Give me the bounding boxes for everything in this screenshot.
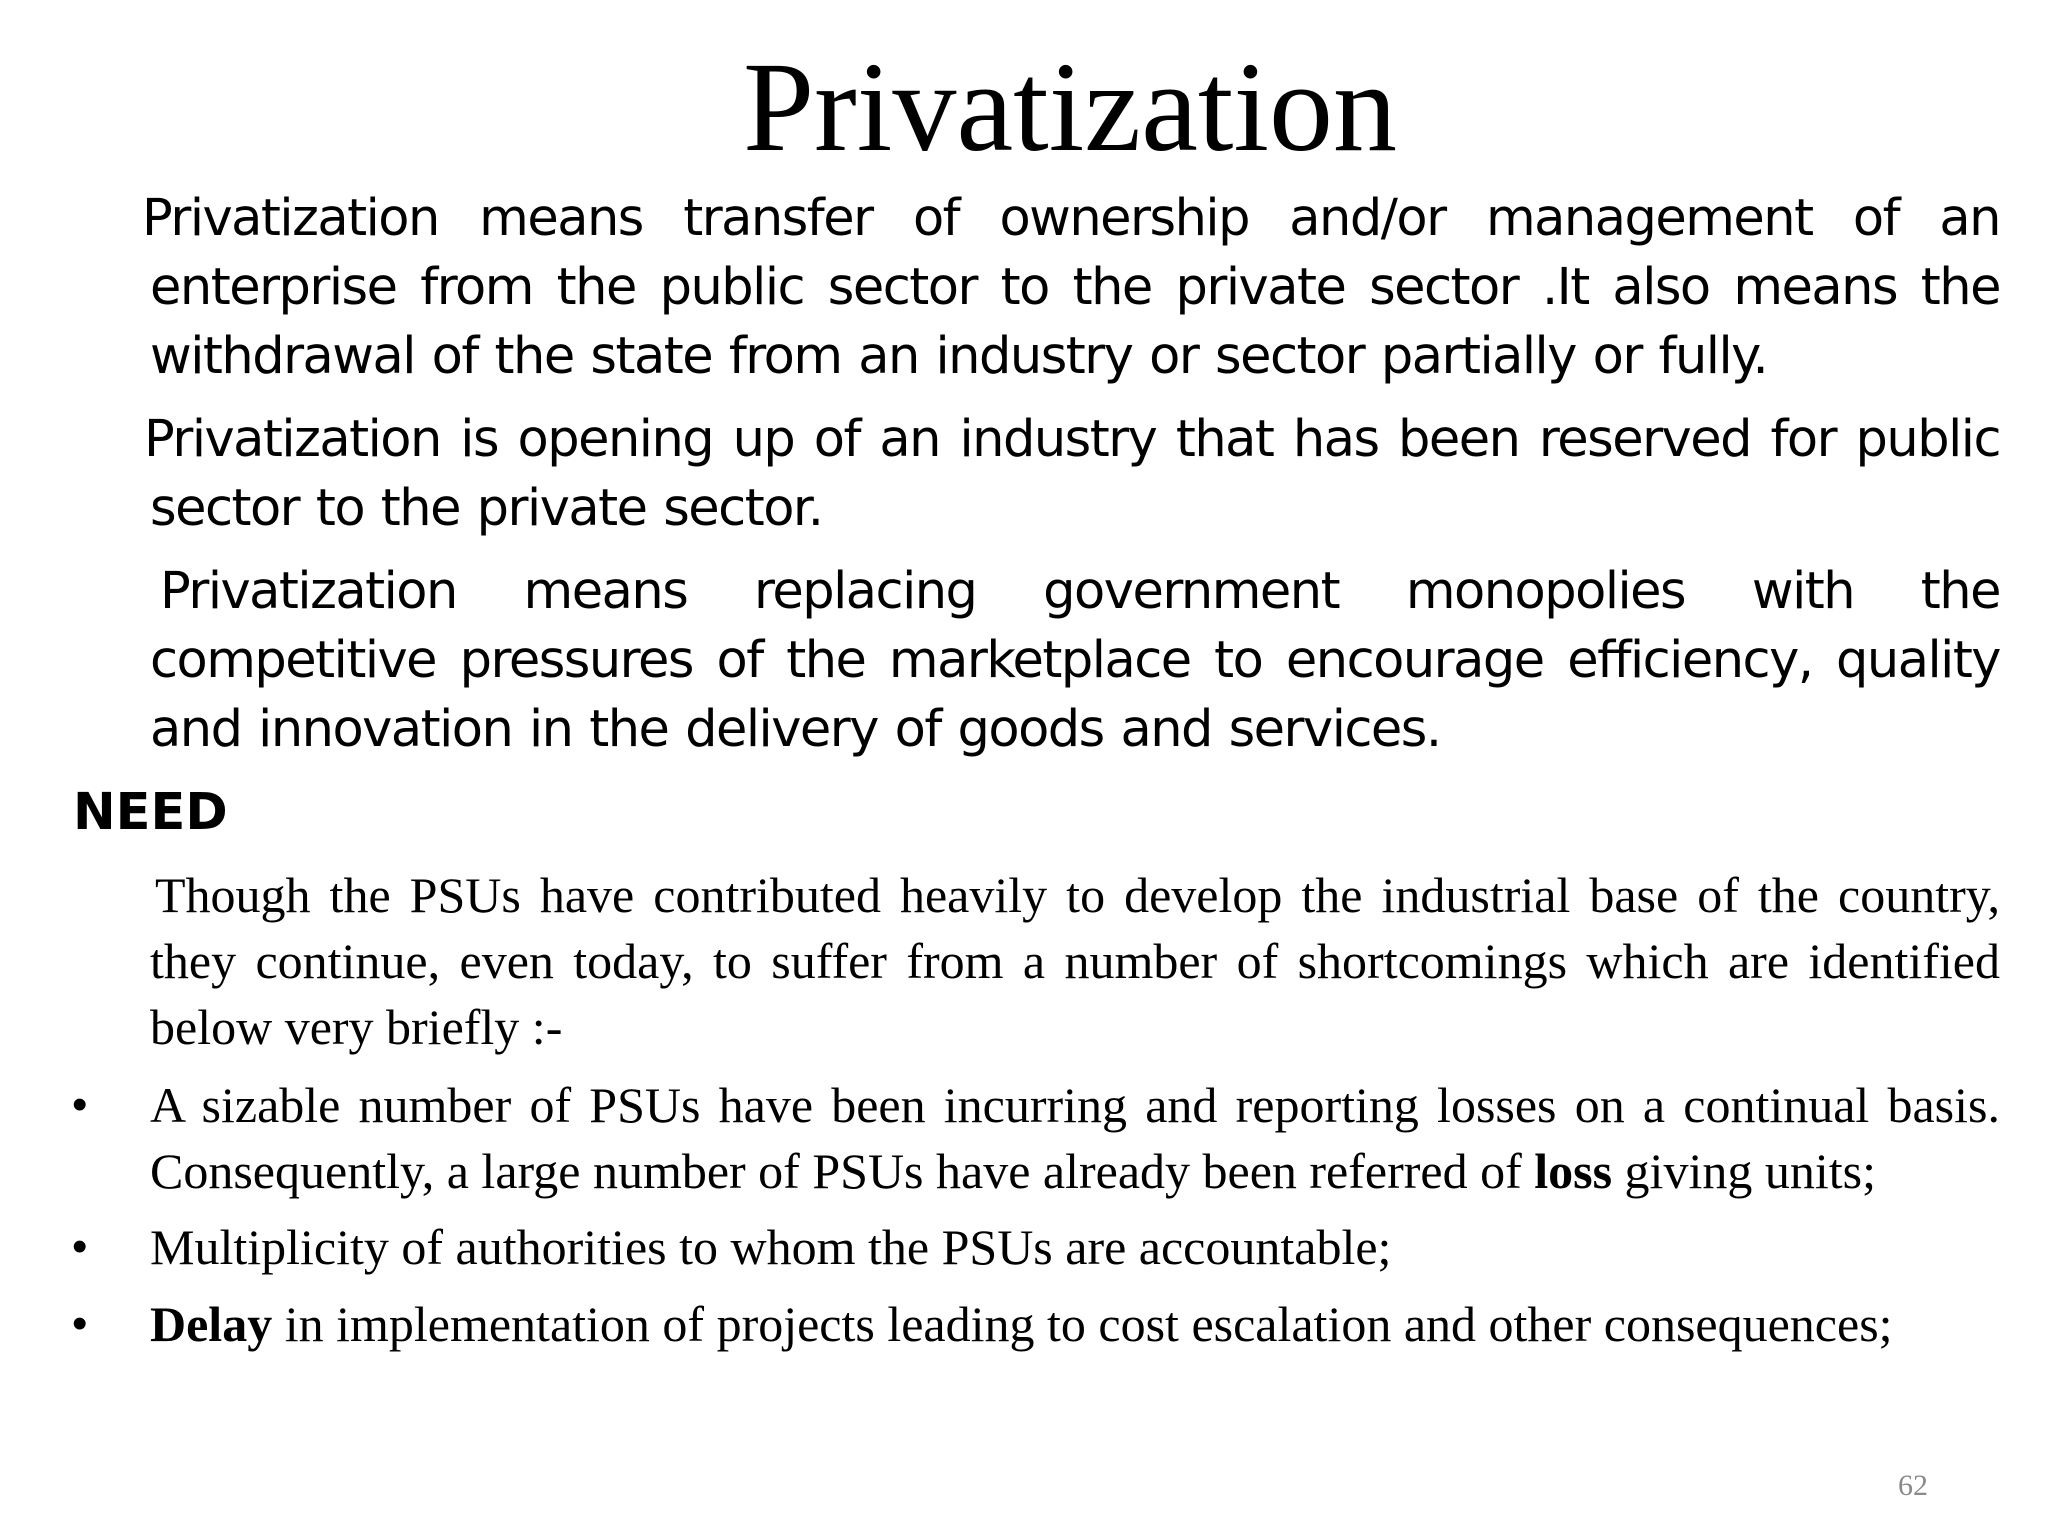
definition-paragraph-1: Privatization means transfer of ownership and/or management of an enterprise from the public sector to the private sector .It also means the withdrawal of the state from an industry or sector partially or fully. <box>142 189 2000 386</box>
shortcomings-list <box>0 1072 2048 1368</box>
need-intro-paragraph: Though the PSUs have contributed heavily to develop the industrial base of the country, they continue, even today, to suffer from a number of shortcomings which are identified below very briefly :- <box>150 867 2000 1055</box>
bullet-text-part: A sizable number of PSUs have been incurring and reporting losses on a continual basis. Consequently, a large number of PSUs have already been referred of <box>150 1077 2000 1199</box>
bullet-text <box>150 1072 2000 1204</box>
bullet-bold-text: loss <box>1534 1143 1613 1199</box>
bullet-text-part: Multiplicity of authorities to whom the PSUs are accountable; <box>150 1219 1392 1275</box>
bullet-bold-text: Delay <box>150 1296 273 1352</box>
bullet-text <box>150 1214 2000 1280</box>
list-item <box>0 1214 2048 1280</box>
definition-paragraph-3: Privatization means replacing government monopolies with the competitive pressures of the marketplace to encourage efficiency, quality and innovation in the delivery of goods and services. <box>150 562 2000 759</box>
bullet-text-part: in implementation of projects leading to cost escalation and other consequences; <box>272 1296 1893 1352</box>
slide-title: Privatization <box>742 36 1398 178</box>
page-number: 62 <box>1898 1469 1928 1502</box>
bullet-icon: • <box>72 1299 88 1348</box>
bullet-icon: • <box>72 1080 88 1129</box>
list-item <box>0 1072 2048 1204</box>
bullet-icon: • <box>72 1222 88 1271</box>
bullet-text <box>150 1291 2000 1357</box>
list-item <box>0 1291 2048 1357</box>
need-heading: NEED <box>73 783 228 842</box>
definition-paragraph-2: Privatization is opening up of an industry that has been reserved for public sector to the private sector. <box>144 410 2000 538</box>
bullet-text-part: giving units; <box>1612 1143 1876 1199</box>
